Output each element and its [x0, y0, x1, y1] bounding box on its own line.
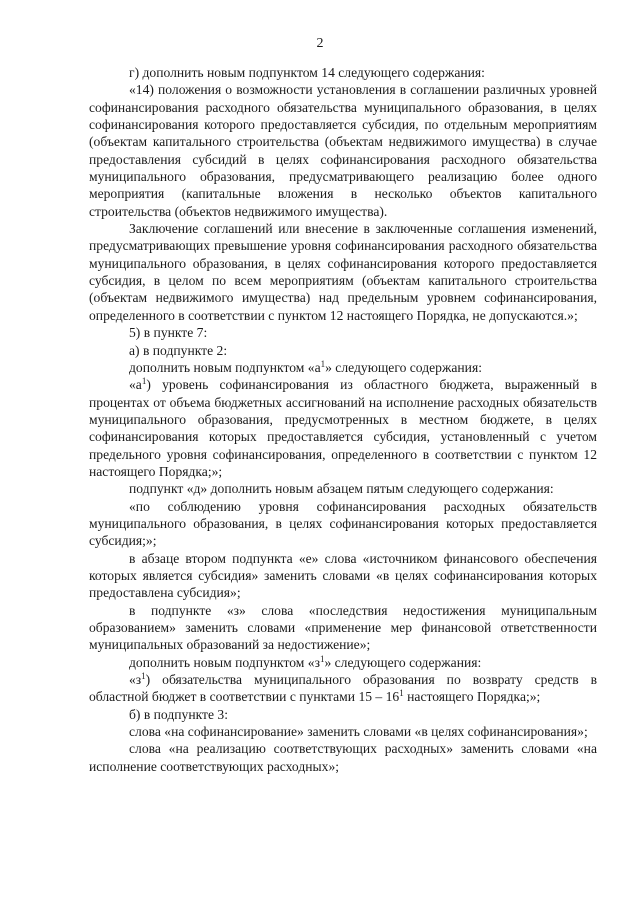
paragraph-subitem-14: «14) положения о возможности установления в соглашении различных уровней софинансирования расходного обязательства муниципального образования, в целях софинансирования которого предоставляется субсидия, по отдельным мероприятиям (объектам капитального строительства (объектам недвижимого имущества) в случае предоставления субсидий в целях софинансирования расходного обязательства муниципального образования, предусматривающего реализацию более одного мероприятия (капитальные вложения в несколько объектов капитального строительства (объектов недвижимого имущества). — [89, 82, 597, 219]
paragraph-add-z1: дополнить новым подпунктом «$з^1$» следующего содержания: — [129, 653, 482, 670]
paragraph-item-5: 5) в пункте 7: — [129, 325, 208, 341]
paragraph-a1-text: «$а^1$) уровень софинансирования из областного бюджета, выраженный в процентах от объема бюджетных ассигнований на исполнение расходных обязательств муниципального образования, предусмотренных в местном бюджете, в целях софинансирования которых предоставляется субсидия, установленный с учетом предельного уровня софинансирования, определенного в соответствии с пунктом 12 настоящего Порядка;»; — [89, 376, 597, 479]
paragraph-replace-2: слова «на реализацию соответствующих расходных» заменить словами «на исполнение соответствующих расходных»; — [89, 741, 597, 774]
paragraph-sub-d: подпункт «д» дополнить новым абзацем пятым следующего содержания: — [129, 481, 554, 497]
page-number: 2 — [316, 36, 324, 51]
paragraph-z1-text: «$з^1$) обязательства муниципального образования по возврату средств в областной бюджет в соответствии с пунктами $15 - 16^1$ настоящего Порядка;»; — [89, 671, 597, 705]
paragraph-agreements: Заключение соглашений или внесение в заключенные соглашения изменений, предусматривающих превышение уровня софинансирования расходного обязательства муниципального образования, в целях софинансирования которого предоставляется субсидия, в целом по всем мероприятиям (объектам капитального строительства (объектам недвижимого имущества) над предельным уровнем софинансирования, определенного в соответствии с пунктом 12 настоящего Порядка, не допускаются.»; — [89, 221, 597, 323]
document-body — [89, 64, 597, 775]
paragraph-sub-a: а) в подпункте 2: — [129, 342, 228, 358]
paragraph-sub-e: в абзаце втором подпункта «е» слова «источником финансового обеспечения которых является субсидия» заменить словами «в целях софинансирования которых предоставлена субсидия»; — [89, 550, 597, 601]
paragraph-add-a1: дополнить новым подпунктом «$а^1$» следующего содержания: — [129, 358, 482, 375]
paragraph-amend-g: г) дополнить новым подпунктом 14 следующего содержания: — [129, 65, 485, 80]
paragraph-cofinancing-level: «по соблюдению уровня софинансирования расходных обязательств муниципального образования, в целях софинансирования которых предоставляется субсидия;»; — [89, 498, 597, 549]
paragraph-replace-1: слова «на софинансирование» заменить словами «в целях софинансирования»; — [129, 724, 588, 740]
paragraph-sub-z: в подпункте «з» слова «последствия недостижения муниципальным образованием» заменить словами «применение мер финансовой ответственности муниципальных образований за недостижение»; — [89, 602, 597, 653]
paragraph-sub-b: б) в подпункте 3: — [129, 706, 228, 722]
